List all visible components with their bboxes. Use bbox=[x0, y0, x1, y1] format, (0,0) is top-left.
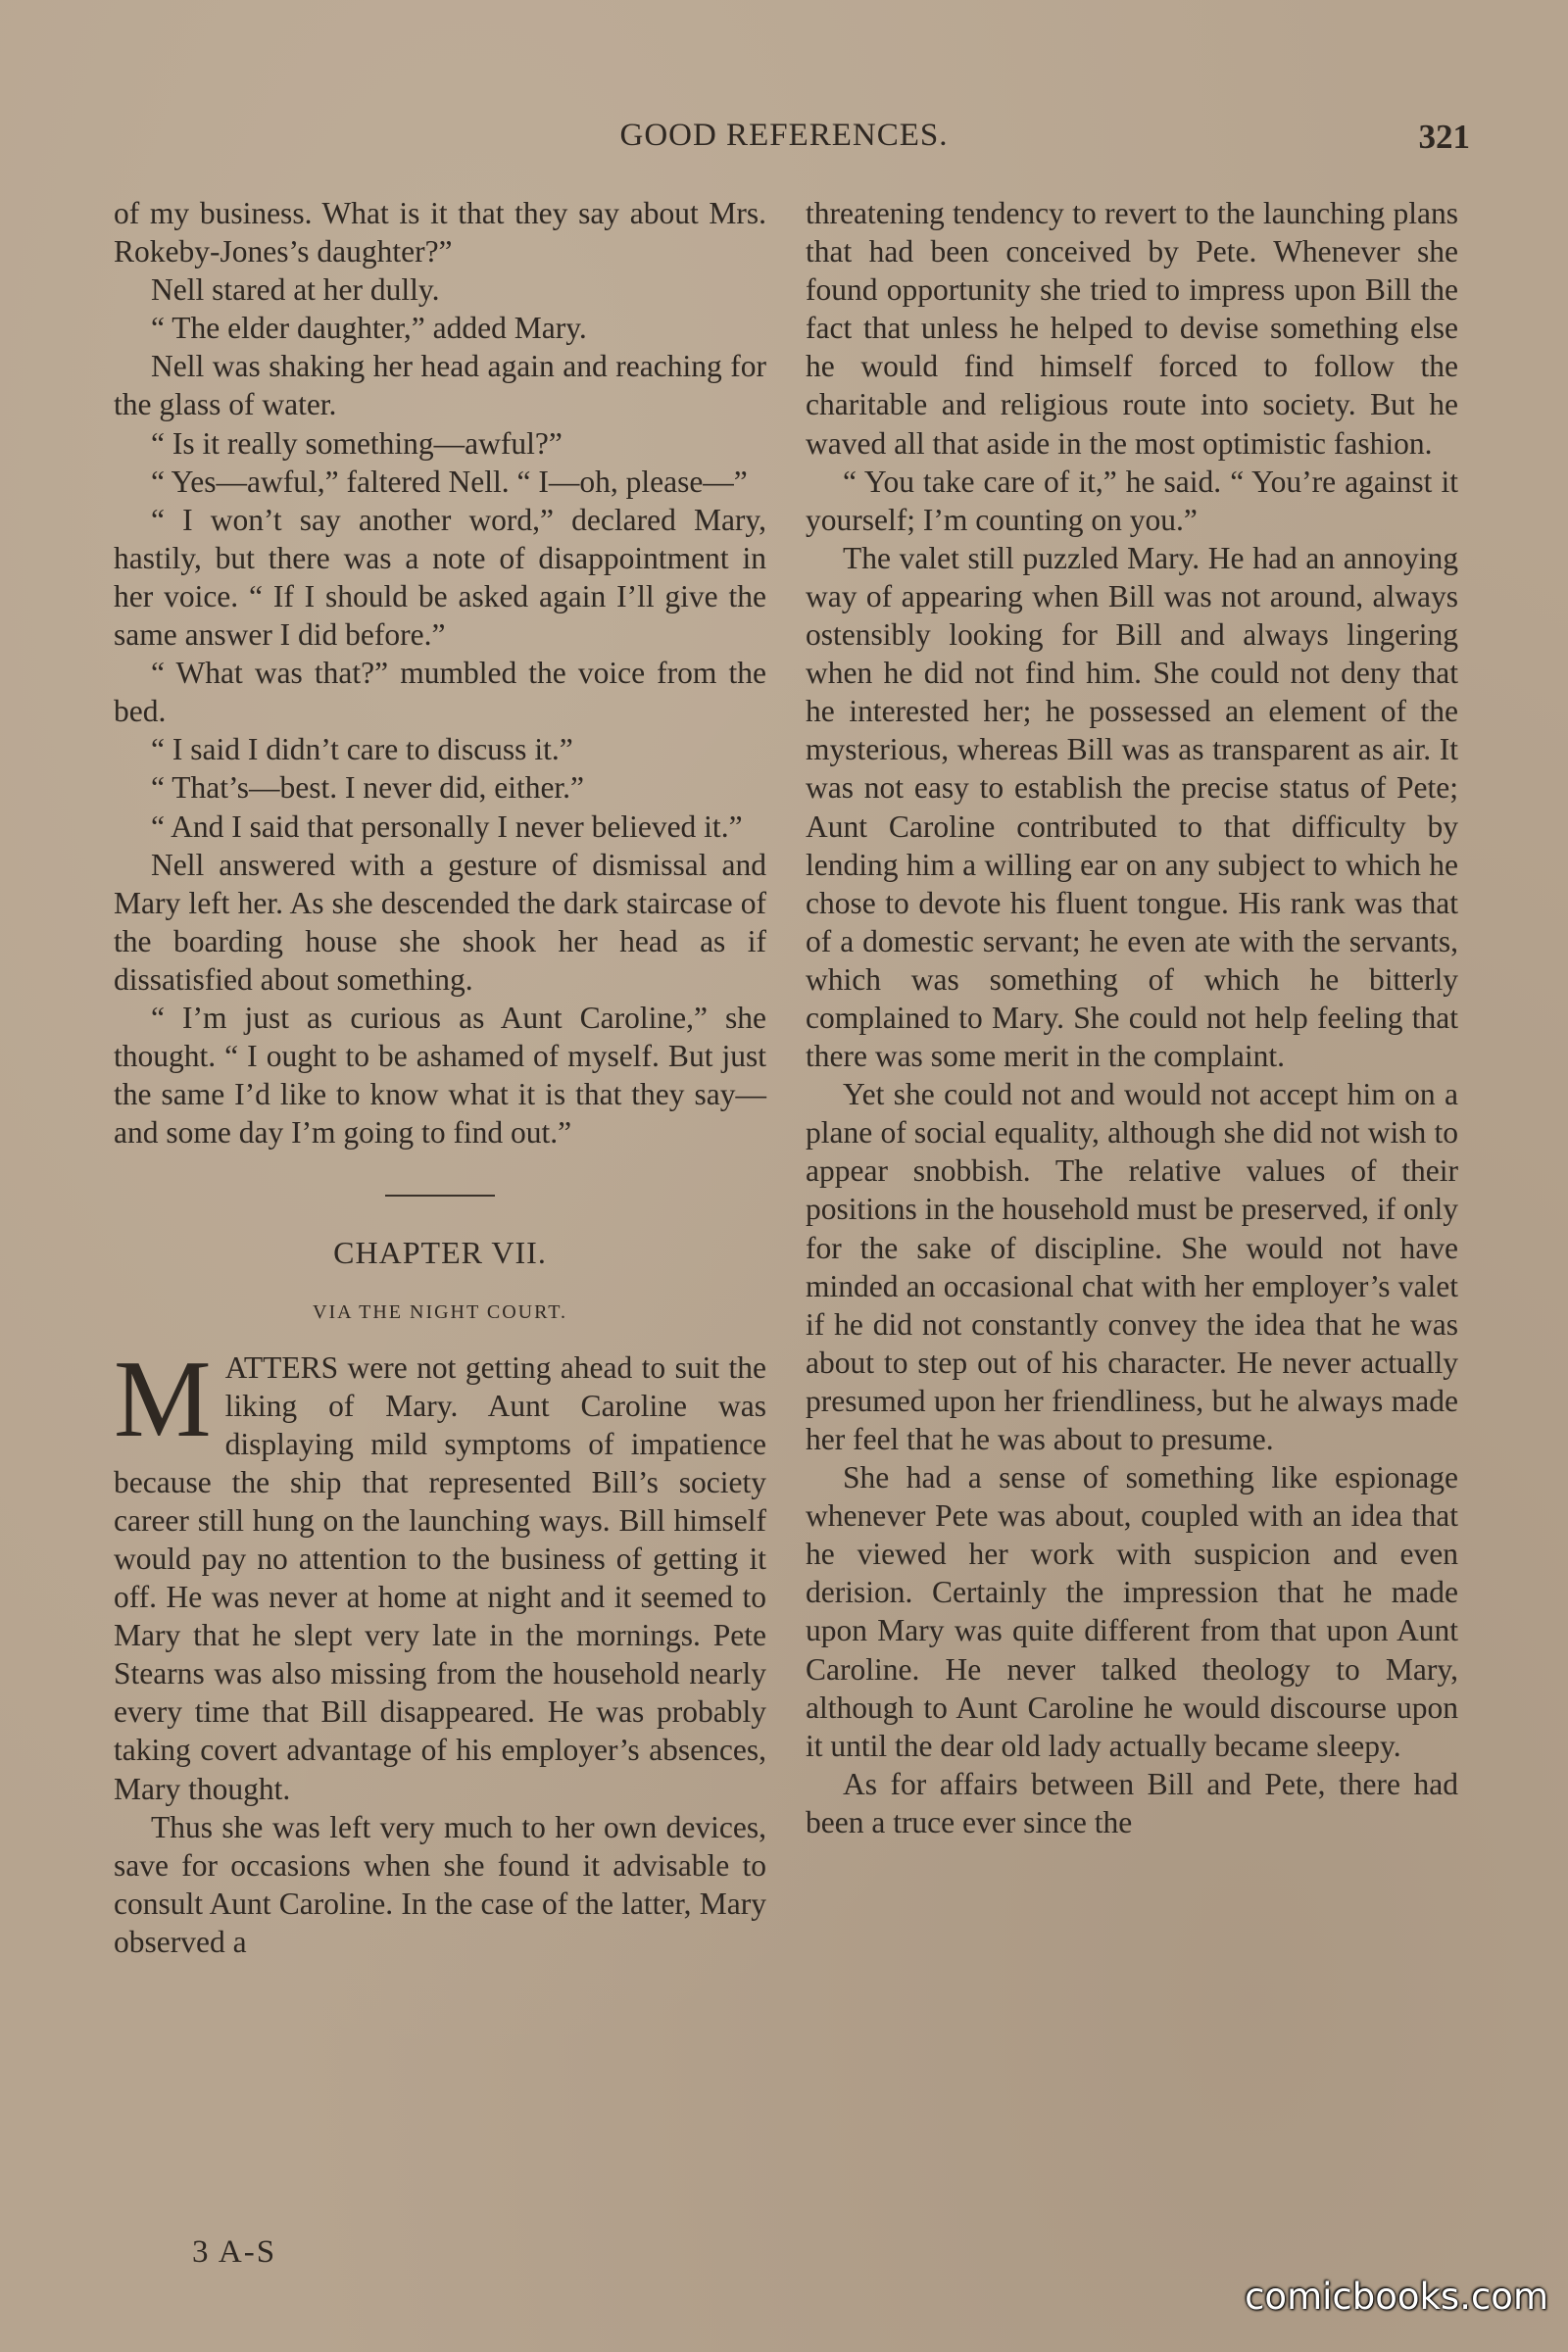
right-column bbox=[806, 194, 1458, 1841]
signature-mark: 3 A-S bbox=[192, 2234, 277, 2270]
paragraph: “ And I said that personally I never believed it.” bbox=[151, 808, 743, 844]
watermark-text: comicbooks.com bbox=[1245, 2276, 1548, 2318]
paragraph: The valet still puzzled Mary. He had an annoying way of appearing when Bill was not around, always ostensibly looking for Bill and always lingering when he did not find him. She could not deny that he interested her; he possessed an element of the mysterious, whereas Bill was as transparent as air. It was not easy to establish the precise status of Pete; Aunt Caroline contributed to that difficulty by lending him a willing ear on any subject to which he chose to devote his fluent tongue. His rank was that of a domestic servant; he even ate with the servants, which was something of which he bitterly complained to Mary. She could not help feeling that there was some merit in the complaint. bbox=[806, 540, 1458, 1074]
chapter-subtitle: VIA THE NIGHT COURT. bbox=[313, 1301, 567, 1324]
chapter-first-paragraph bbox=[114, 1338, 766, 1808]
paragraph: “ That’s—best. I never did, either.” bbox=[151, 770, 585, 806]
first-paragraph-text: ATTERS were not getting ahead to suit the liking of Mary. Aunt Caroline was displaying mild symptoms of impatience because the ship that represented Bill’s society career still hung on the launching ways. Bill himself would pay no attention to the business of getting it off. He was never at home at night and it seemed to Mary that he slept very late in the mornings. Pete Stearns was also missing from the household nearly every time that Bill disappeared. He was probably taking covert advantage of his employer’s absences, Mary thought. bbox=[114, 1349, 766, 1806]
paragraph-continuation: threatening tendency to revert to the launching plans that had been conceived by Pete. Whenever she found opportunity she tried to impress upon Bill the fact that unless he helped to devise something else he would find himself forced to follow the charitable and religious route into society. But he waved all that aside in the most optimistic fashion. bbox=[806, 196, 1458, 461]
paragraph: “ I won’t say another word,” declared Mary, hastily, but there was a note of disappointment in her voice. “ If I should be asked again I’ll give the same answer I did before.” bbox=[114, 502, 766, 653]
paragraph: “ The elder daughter,” added Mary. bbox=[151, 311, 587, 346]
paragraph: “ I said I didn’t care to discuss it.” bbox=[151, 732, 573, 767]
paragraph: She had a sense of something like espionage whenever Pete was about, coupled with an idea that he viewed her work with suspicion and even derision. Certainly the impression that he made upon Mary was quite different from that upon Aunt Caroline. He never talked theology to Mary, although to Aunt Caroline he would discourse upon it until the dear old lady actually became sleepy. bbox=[806, 1460, 1458, 1763]
left-column bbox=[114, 194, 766, 1961]
section-divider bbox=[385, 1195, 495, 1197]
paragraph: As for affairs between Bill and Pete, there had been a truce ever since the bbox=[806, 1766, 1458, 1839]
paragraph: “ Is it really something—awful?” bbox=[151, 425, 563, 461]
paragraph: “ What was that?” mumbled the voice from the bed. bbox=[114, 656, 766, 729]
drop-cap: M bbox=[114, 1338, 212, 1460]
paragraph: Yet she could not and would not accept him on a plane of social equality, although she did not wish to appear snobbish. The relative values of their positions in the household must be preserved, if only for the sake of discipline. She would not have minded an occasional chat with her employer’s valet if he did not constantly convey the idea that he was about to step out of his character. He never actually presumed upon her friendliness, but he always made her feel that he was about to presume. bbox=[806, 1077, 1458, 1456]
paragraph: Thus she was left very much to her own devices, save for occasions when she found it advisable to consult Aunt Caroline. In the case of the latter, Mary observed a bbox=[114, 1809, 766, 1959]
paragraph: Nell stared at her dully. bbox=[151, 272, 440, 308]
paragraph: “ I’m just as curious as Aunt Caroline,” she thought. “ I ought to be ashamed of myself. But just the same I’d like to know what it is that they say—and some day I’m going to find out.” bbox=[114, 1000, 766, 1151]
paragraph: “ Yes—awful,” faltered Nell. “ I—oh, please—” bbox=[151, 464, 748, 499]
paragraph: Nell answered with a gesture of dismissal and Mary left her. As she descended the dark staircase of the boarding house she shook her head as if dissatisfied about something. bbox=[114, 847, 766, 997]
paragraph: of my business. What is it that they say about Mrs. Rokeby-Jones’s daughter?” bbox=[114, 196, 766, 270]
page-number: 321 bbox=[1418, 118, 1470, 156]
paragraph: Nell was shaking her head again and reaching for the glass of water. bbox=[114, 349, 766, 422]
chapter-title: CHAPTER VII. bbox=[333, 1235, 547, 1271]
paragraph: “ You take care of it,” he said. “ You’re against it yourself; I’m counting on you.” bbox=[806, 464, 1458, 537]
running-head: GOOD REFERENCES. bbox=[619, 118, 949, 153]
